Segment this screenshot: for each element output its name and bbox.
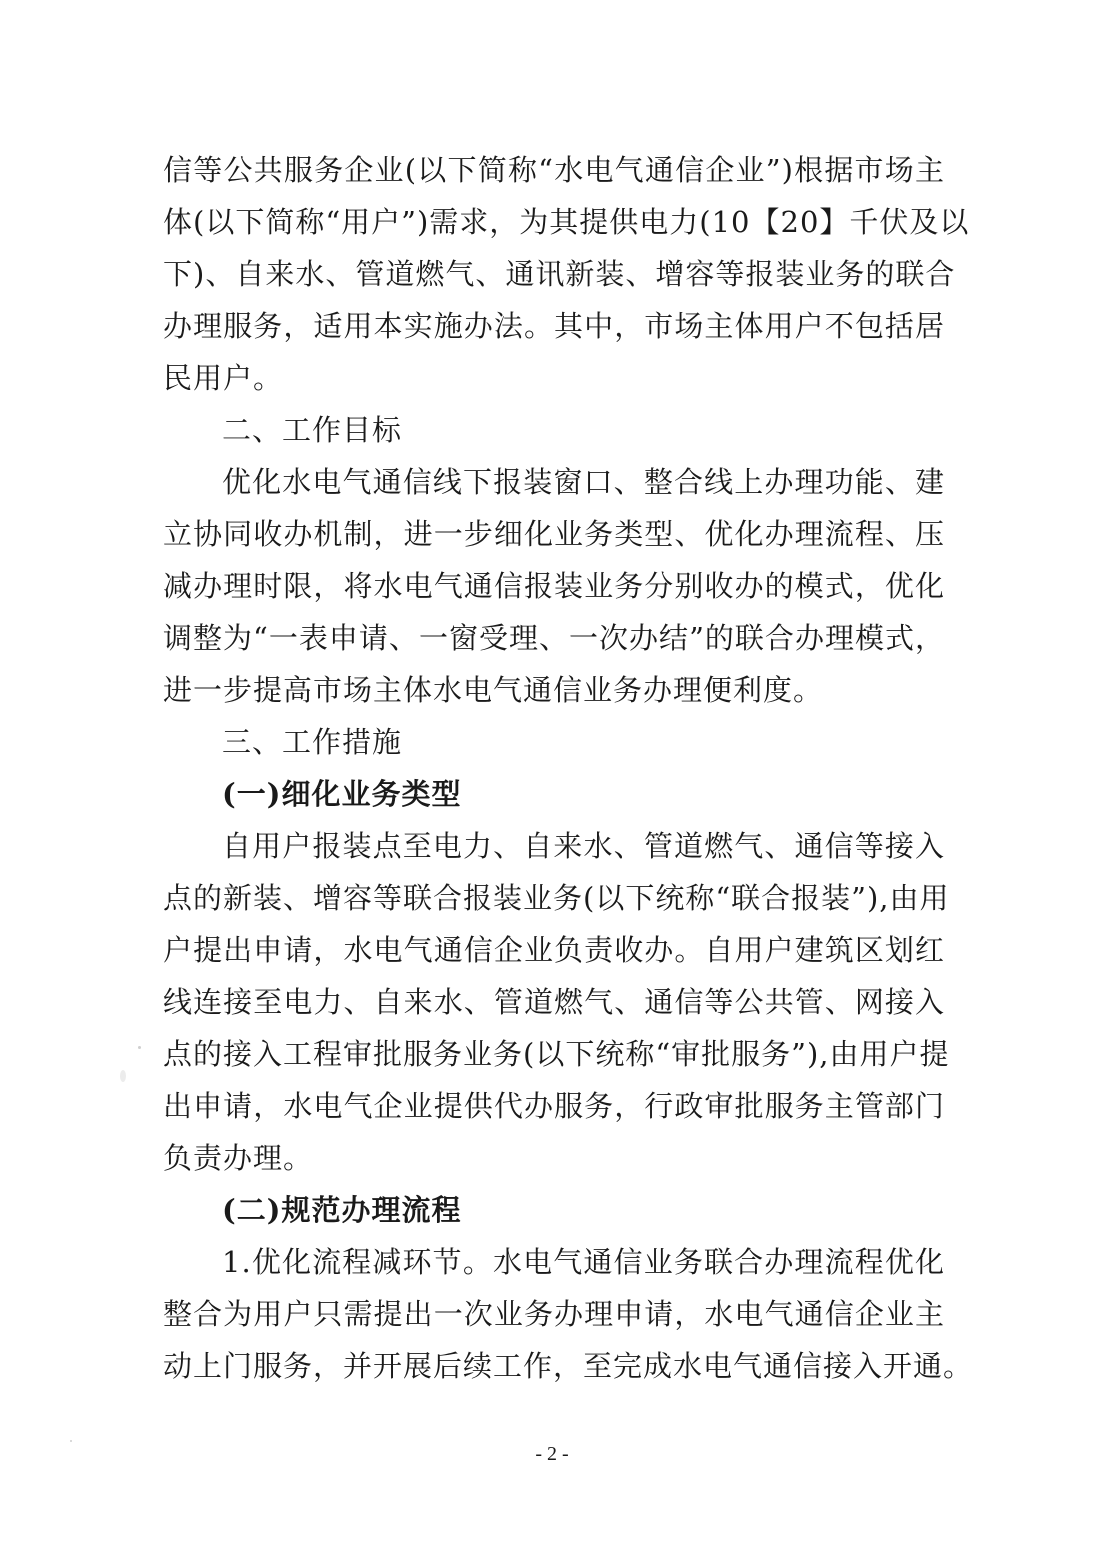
section-heading-measures: 三、工作措施: [222, 725, 403, 759]
body-line: 进一步提高市场主体水电气通信业务办理便利度。: [163, 673, 824, 707]
body-line: 点的新装、增容等联合报装业务(以下统称“联合报装”),由用: [163, 881, 950, 915]
scan-speck: [120, 1070, 126, 1082]
body-line: 整合为用户只需提出一次业务办理申请，水电气通信企业主: [163, 1297, 945, 1331]
body-line: 点的接入工程审批服务业务(以下统称“审批服务”),由用户提: [163, 1037, 950, 1071]
subheading-business-types: (一)细化业务类型: [222, 777, 462, 811]
body-line: 1.优化流程减环节。水电气通信业务联合办理流程优化: [222, 1245, 945, 1279]
section-heading-goals: 二、工作目标: [222, 413, 403, 447]
body-line: 出申请，水电气企业提供代办服务，行政审批服务主管部门: [163, 1089, 945, 1123]
body-line: 动上门服务，并开展后续工作，至完成水电气通信接入开通。: [163, 1349, 974, 1383]
subheading-process: (二)规范办理流程: [222, 1193, 462, 1227]
body-line: 调整为“一表申请、一窗受理、一次办结”的联合办理模式，: [163, 621, 945, 655]
body-line: 民用户。: [163, 361, 284, 395]
body-line: 线连接至电力、自来水、管道燃气、通信等公共管、网接入: [163, 985, 945, 1019]
scan-speck: [70, 1440, 72, 1442]
body-line: 下)、自来水、管道燃气、通讯新装、增容等报装业务的联合: [163, 257, 956, 291]
body-line: 信等公共服务企业(以下简称“水电气通信企业”)根据市场主: [163, 153, 945, 187]
body-line: 户提出申请，水电气通信企业负责收办。自用户建筑区划红: [163, 933, 945, 967]
page-number: - 2 -: [535, 1443, 569, 1465]
scan-speck: [138, 1046, 141, 1049]
body-line: 立协同收办机制，进一步细化业务类型、优化办理流程、压: [163, 517, 945, 551]
body-line: 负责办理。: [163, 1141, 314, 1175]
body-line: 体(以下简称“用户”)需求，为其提供电力(10【20】千伏及以: [163, 205, 970, 239]
body-line: 减办理时限，将水电气通信报装业务分别收办的模式，优化: [163, 569, 945, 603]
body-line: 自用户报装点至电力、自来水、管道燃气、通信等接入: [222, 829, 945, 863]
body-line: 办理服务，适用本实施办法。其中，市场主体用户不包括居: [163, 309, 945, 343]
body-line: 优化水电气通信线下报装窗口、整合线上办理功能、建: [222, 465, 945, 499]
